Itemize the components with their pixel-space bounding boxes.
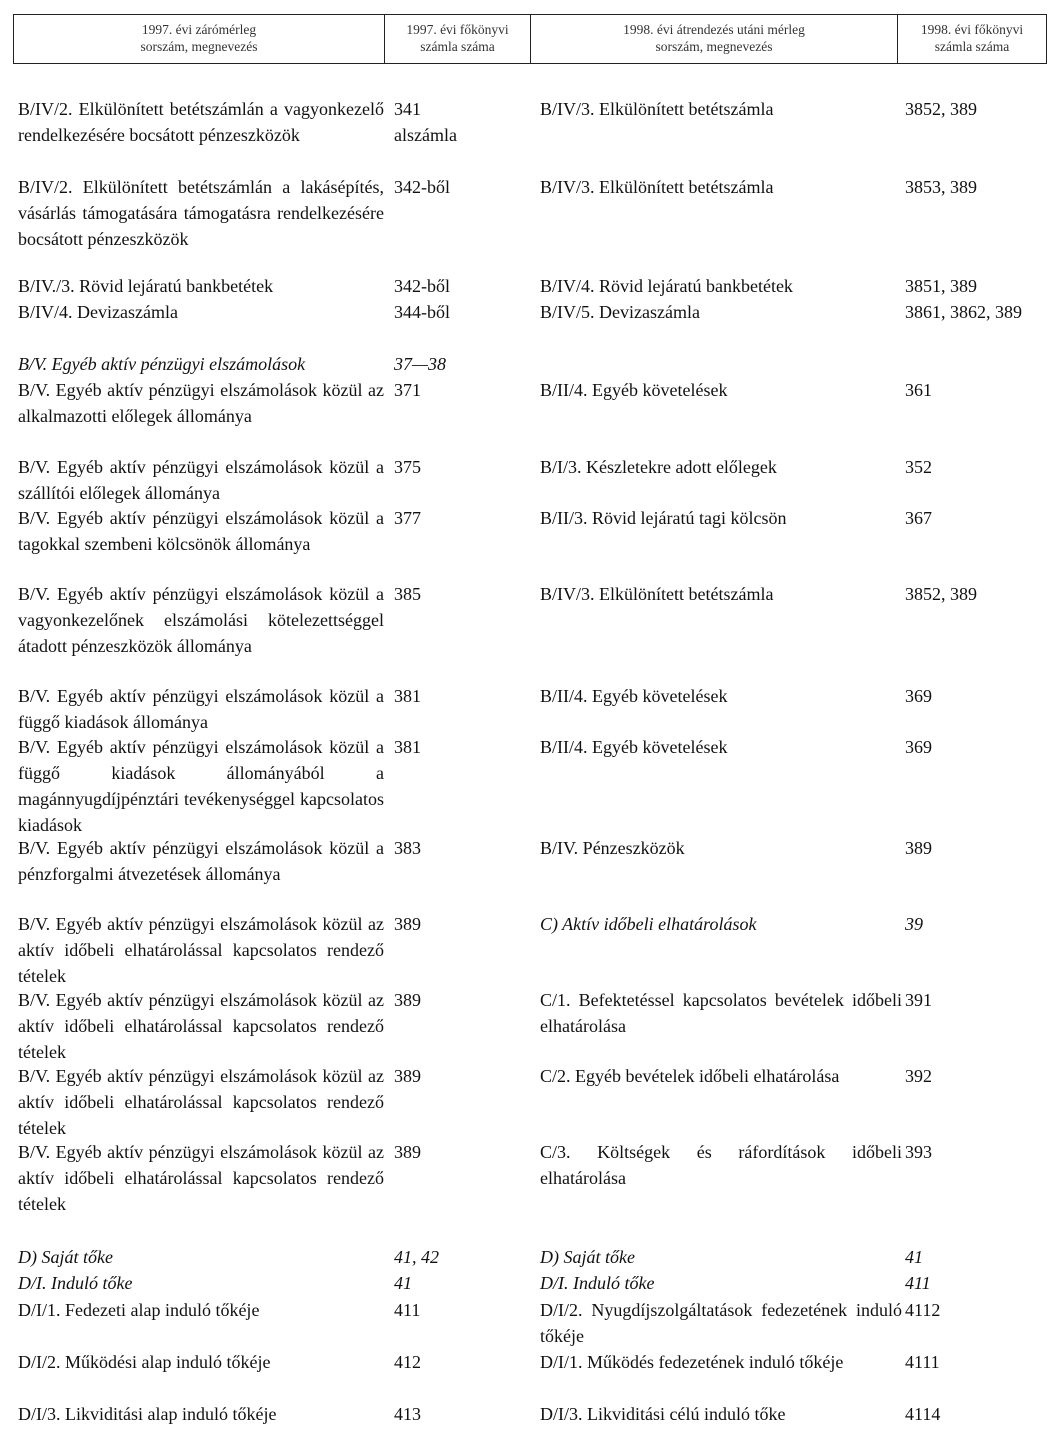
new-item-name: D/I/1. Működés fedezetének induló tőkéje (540, 1352, 844, 1372)
old-item-name: D/I/1. Fedezeti alap induló tőkéje (18, 1300, 260, 1320)
old-item-name: B/V. Egyéb aktív pénzügyi elszámolások közül a pénzforgalmi átvezetések állománya (18, 838, 384, 884)
new-account-number: 361 (905, 380, 932, 400)
old-account-number: 411 (394, 1300, 421, 1320)
old-item-name: B/V. Egyéb aktív pénzügyi elszámolások közül az aktív időbeli elhatárolással kapcsolatos rendező tételek (18, 1142, 384, 1214)
new-account-number: 369 (905, 686, 932, 706)
new-account-number: 3851, 389 (905, 276, 977, 296)
header-text: 1997. évi zárómérleg (141, 22, 257, 38)
new-account-number: 3861, 3862, 389 (905, 302, 1022, 322)
new-account-number: 389 (905, 838, 932, 858)
old-item-name: B/IV./3. Rövid lejáratú bankbetétek (18, 276, 274, 296)
new-item-name: D/I. Induló tőke (540, 1273, 655, 1293)
old-item-name: B/V. Egyéb aktív pénzügyi elszámolások közül a függő kiadások állománya (18, 686, 384, 732)
old-account-number: 389 (394, 990, 421, 1010)
new-item-name: B/IV/3. Elkülönített betétszámla (540, 584, 774, 604)
old-item-name: B/V. Egyéb aktív pénzügyi elszámolások közül a tagokkal szembeni kölcsönök állománya (18, 508, 384, 554)
old-account-number: 344-ből (394, 302, 450, 322)
new-account-number: 41 (905, 1247, 923, 1267)
old-account-number: 389 (394, 1142, 421, 1162)
new-item-name: B/IV/4. Rövid lejáratú bankbetétek (540, 276, 793, 296)
old-account-number: 37—38 (394, 354, 447, 374)
new-item-name: C) Aktív időbeli elhatárolások (540, 914, 757, 934)
new-item-name: B/IV/3. Elkülönített betétszámla (540, 99, 774, 119)
old-item-name: D/I/2. Működési alap induló tőkéje (18, 1352, 271, 1372)
new-item-name: B/IV/3. Elkülönített betétszámla (540, 177, 774, 197)
old-account-number: 385 (394, 584, 421, 604)
old-account-number: 41 (394, 1273, 412, 1293)
new-item-name: B/II/4. Egyéb követelések (540, 737, 728, 757)
new-item-name: B/I/3. Készletekre adott előlegek (540, 457, 777, 477)
old-item-name: B/V. Egyéb aktív pénzügyi elszámolások közül az aktív időbeli elhatárolással kapcsolatos rendező tételek (18, 1066, 384, 1138)
header-text: 1998. évi átrendezés utáni mérleg (623, 22, 805, 38)
old-account-number: 381 (394, 686, 421, 706)
old-account-number: 375 (394, 457, 421, 477)
old-item-name: B/V. Egyéb aktív pénzügyi elszámolások közül az alkalmazotti előlegek állománya (18, 380, 384, 426)
old-item-name: B/V. Egyéb aktív pénzügyi elszámolások közül a szállítói előlegek állománya (18, 457, 384, 503)
old-item-name: D/I. Induló tőke (18, 1273, 133, 1293)
new-account-number: 39 (905, 914, 923, 934)
header-text: sorszám, megnevezés (140, 39, 258, 54)
header-text: számla száma (934, 39, 1010, 54)
old-account-number: 413 (394, 1404, 421, 1424)
old-item-name: B/IV/4. Devizaszámla (18, 302, 178, 322)
old-account-number: 41, 42 (394, 1247, 439, 1267)
new-account-number: 4111 (905, 1352, 940, 1372)
old-item-name: B/V. Egyéb aktív pénzügyi elszámolások közül az aktív időbeli elhatárolással kapcsolatos rendező tételek (18, 990, 384, 1062)
old-account-number: 377 (394, 508, 421, 528)
new-item-name: C/3. Költségek és ráfordítások időbeli elhatárolása (540, 1142, 902, 1188)
new-account-number: 4112 (905, 1300, 941, 1320)
old-item-name: B/V. Egyéb aktív pénzügyi elszámolások (18, 354, 306, 374)
new-account-number: 3852, 389 (905, 99, 977, 119)
new-account-number: 4114 (905, 1404, 941, 1424)
new-account-number: 411 (905, 1273, 931, 1293)
new-item-name: C/1. Befektetéssel kapcsolatos bevételek időbeli elhatárolása (540, 990, 902, 1036)
old-account-number: 389 (394, 914, 421, 934)
old-account-number: 412 (394, 1352, 421, 1372)
new-item-name: B/II/3. Rövid lejáratú tagi kölcsön (540, 508, 787, 528)
new-item-name: B/IV/5. Devizaszámla (540, 302, 700, 322)
new-account-number: 3852, 389 (905, 584, 977, 604)
new-item-name: D/I/3. Likviditási célú induló tőke (540, 1404, 786, 1424)
old-account-number: 342-ből (394, 276, 450, 296)
new-item-name: B/II/4. Egyéb követelések (540, 380, 728, 400)
header-text: 1998. évi főkönyvi (920, 22, 1024, 38)
old-item-name: D/I/3. Likviditási alap induló tőkéje (18, 1404, 277, 1424)
header-text: 1997. évi főkönyvi (406, 22, 509, 38)
old-item-name: B/V. Egyéb aktív pénzügyi elszámolások közül a vagyonkezelőnek elszámolási kötelezettséggel átadott pénzeszközök állománya (18, 584, 384, 656)
old-item-name: B/V. Egyéb aktív pénzügyi elszámolások közül a függő kiadások állományából a magánnyugdíjpénztári tevékenységgel kapcsolatos kiadások (18, 737, 384, 835)
new-item-name: B/II/4. Egyéb követelések (540, 686, 728, 706)
new-account-number: 369 (905, 737, 932, 757)
old-account-number: 341 alszámla (394, 99, 457, 145)
new-item-name: D) Saját tőke (540, 1247, 635, 1267)
header-text: számla száma (420, 39, 495, 54)
old-account-number: 383 (394, 838, 421, 858)
new-account-number: 367 (905, 508, 932, 528)
new-account-number: 392 (905, 1066, 932, 1086)
old-account-number: 389 (394, 1066, 421, 1086)
new-item-name: C/2. Egyéb bevételek időbeli elhatárolása (540, 1066, 840, 1086)
old-item-name: B/IV/2. Elkülönített betétszámlán a vagyonkezelő rendelkezésére bocsátott pénzeszközök (18, 99, 384, 145)
header-text: sorszám, megnevezés (655, 39, 773, 54)
new-item-name: D/I/2. Nyugdíjszolgáltatások fedezetének induló tőkéje (540, 1300, 902, 1346)
new-account-number: 391 (905, 990, 932, 1010)
old-account-number: 381 (394, 737, 421, 757)
new-account-number: 352 (905, 457, 932, 477)
old-account-number: 342-ből (394, 177, 450, 197)
old-item-name: B/IV/2. Elkülönített betétszámlán a lakásépítés, vásárlás támogatására támogatásra rendelkezésére bocsátott pénzeszközök (18, 177, 384, 249)
new-account-number: 3853, 389 (905, 177, 977, 197)
old-item-name: B/V. Egyéb aktív pénzügyi elszámolások közül az aktív időbeli elhatárolással kapcsolatos rendező tételek (18, 914, 384, 986)
old-item-name: D) Saját tőke (18, 1247, 113, 1267)
new-account-number: 393 (905, 1142, 932, 1162)
old-account-number: 371 (394, 380, 421, 400)
new-item-name: B/IV. Pénzeszközök (540, 838, 685, 858)
